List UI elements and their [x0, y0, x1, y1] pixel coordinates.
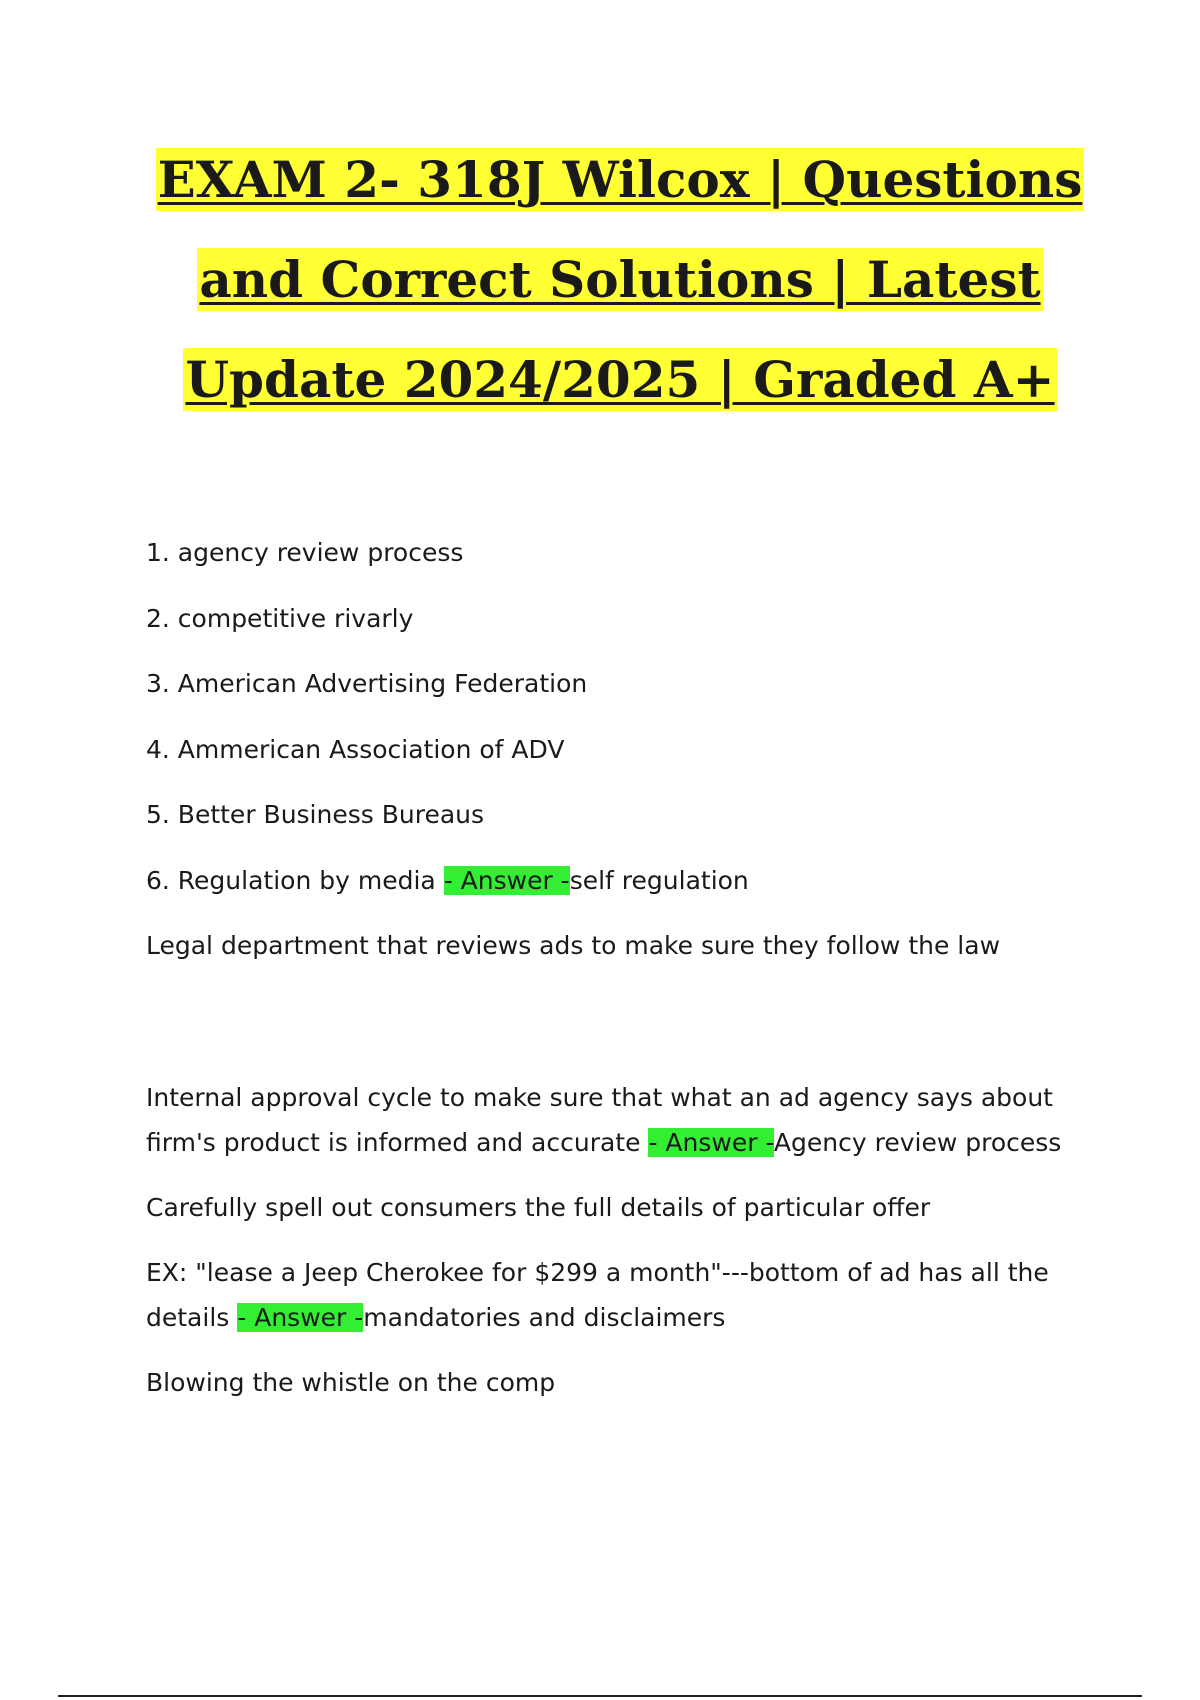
answer-text: self regulation: [569, 865, 749, 895]
list-item: 2. competitive rivarly: [146, 603, 414, 633]
title-line-2: and Correct Solutions | Latest: [199, 250, 1041, 309]
list-item-with-answer: [146, 858, 1096, 924]
list-item: 1. agency review process: [146, 538, 464, 567]
title-line-3: Update 2024/2025 | Graded A+: [185, 350, 1055, 409]
footer-divider: [58, 1695, 1142, 1697]
answer-text: mandatories and disclaimers: [363, 1302, 726, 1332]
document-title: [60, 130, 1180, 430]
answer-marker: - Answer -: [443, 865, 570, 895]
question-text: Carefully spell out consumers the full details of particular offer: [146, 1192, 931, 1222]
question-text: Blowing the whistle on the comp: [146, 1367, 556, 1397]
blank-space: [146, 989, 1096, 1075]
question-text: Legal department that reviews ads to make sure they follow the law: [146, 931, 1001, 960]
list-item: 3. American Advertising Federation: [146, 669, 588, 698]
answer-marker: - Answer -: [648, 1127, 774, 1157]
answer-text: Agency review process: [773, 1127, 1062, 1157]
question-with-answer: [146, 1250, 1096, 1340]
question-text: Internal approval cycle to make sure that what an ad agency says about firm's product is informed and accurate: [146, 1082, 1053, 1157]
question-with-answer: [146, 1075, 1096, 1165]
list-item-text: 6. Regulation by media: [146, 865, 436, 895]
title-line-1: EXAM 2- 318J Wilcox | Questions: [157, 150, 1083, 209]
answer-marker: - Answer -: [237, 1302, 364, 1332]
list-item: 4. Ammerican Association of ADV: [146, 734, 565, 764]
document-body: [146, 530, 1096, 1425]
list-item: 5. Better Business Bureaus: [146, 800, 485, 829]
question-text: EX: "lease a Jeep Cherokee for $299 a month"---bottom of ad has all the details: [146, 1257, 1049, 1332]
